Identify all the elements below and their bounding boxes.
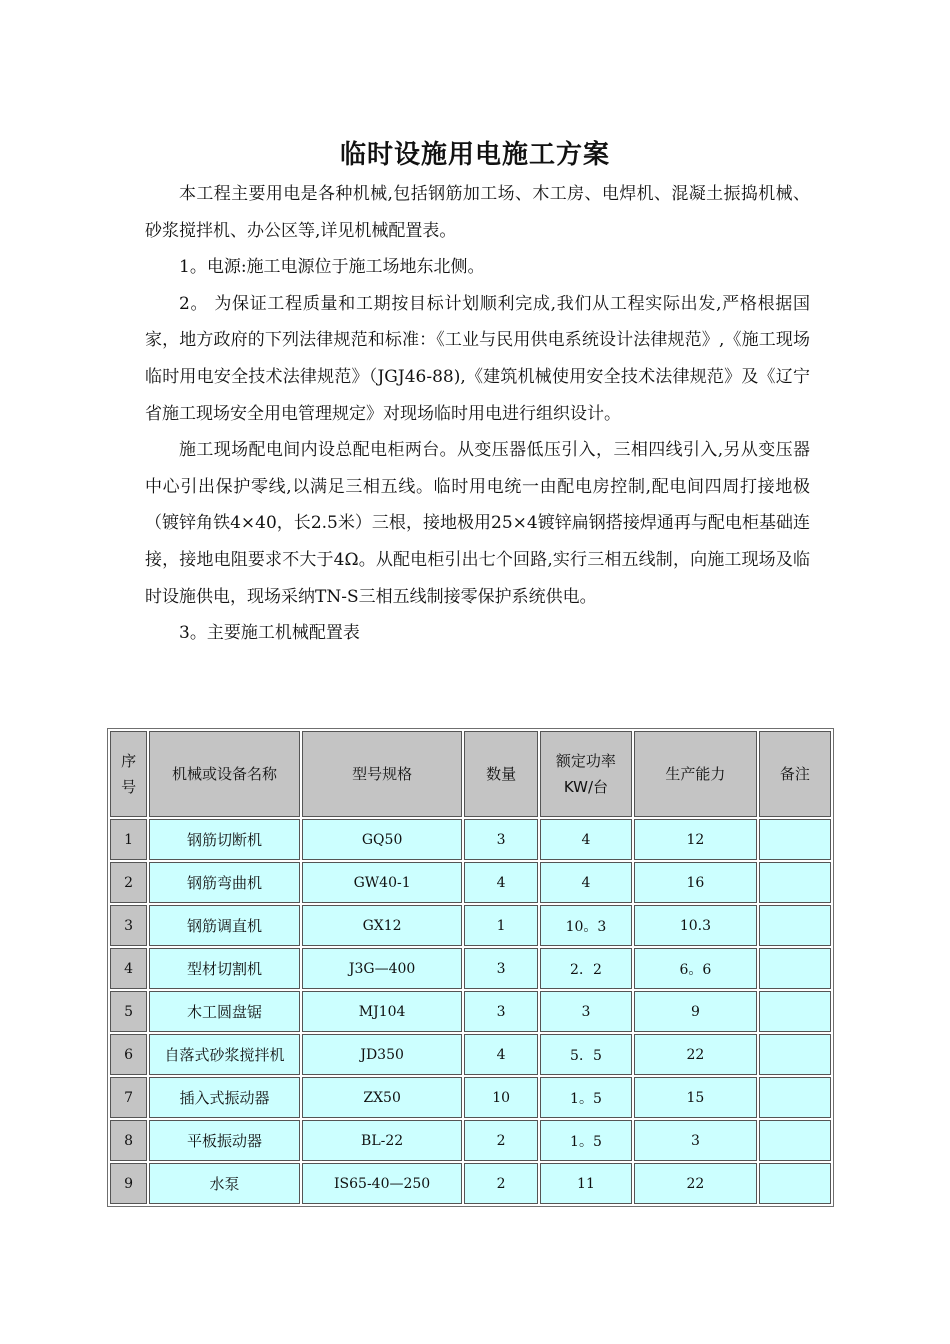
table-row	[110, 1077, 831, 1118]
cell-name: 钢筋弯曲机	[149, 862, 300, 903]
cell-model: ZX50	[302, 1077, 463, 1118]
table-row	[110, 948, 831, 989]
table-caption: 3。主要施工机械配置表	[179, 623, 360, 644]
header-name: 机械或设备名称	[149, 731, 300, 817]
cell-name: 插入式振动器	[149, 1077, 300, 1118]
cell-quantity: 3	[464, 991, 537, 1032]
paragraph-regulations: 2。 为保证工程质量和工期按目标计划顺利完成,我们从工程实际出发,严格根据国家，地方政府的下列法律规范和标准：《工业与民用供电系统设计法律规范》,《施工现场临时用电安全技术法律规范》（JGJ46-88),《建筑机械使用安全技术法律规范》及《辽宁省施工现场安全用电管理规定》对现场临时用电进行组织设计。	[145, 293, 810, 424]
header-index: 序号	[110, 731, 147, 817]
cell-model: GX12	[302, 905, 463, 946]
machinery-table-container	[107, 728, 834, 1207]
cell-quantity: 1	[464, 905, 537, 946]
cell-rated-power: 4	[540, 819, 632, 860]
table-row	[110, 862, 831, 903]
cell-index: 4	[110, 948, 147, 989]
cell-model: J3G—400	[302, 948, 463, 989]
cell-capacity: 6。6	[634, 948, 757, 989]
cell-quantity: 2	[464, 1163, 537, 1204]
body-text	[145, 176, 810, 652]
cell-capacity: 22	[634, 1163, 757, 1204]
cell-name: 钢筋切断机	[149, 819, 300, 860]
cell-index: 3	[110, 905, 147, 946]
table-row	[110, 1163, 831, 1204]
cell-model: IS65-40—250	[302, 1163, 463, 1204]
cell-capacity: 3	[634, 1120, 757, 1161]
cell-quantity: 4	[464, 1034, 537, 1075]
cell-rated-power: 3	[540, 991, 632, 1032]
cell-quantity: 10	[464, 1077, 537, 1118]
cell-name: 钢筋调直机	[149, 905, 300, 946]
cell-remark	[759, 991, 831, 1032]
cell-model: GW40-1	[302, 862, 463, 903]
paragraph-overview: 本工程主要用电是各种机械,包括钢筋加工场、木工房、电焊机、混凝土振捣机械、砂浆搅拌机、办公区等,详见机械配置表。	[145, 184, 810, 241]
cell-name: 自落式砂浆搅拌机	[149, 1034, 300, 1075]
cell-index: 7	[110, 1077, 147, 1118]
machinery-table	[107, 728, 834, 1207]
cell-name: 木工圆盘锯	[149, 991, 300, 1032]
table-row	[110, 1034, 831, 1075]
cell-capacity: 16	[634, 862, 757, 903]
table-header-row	[110, 731, 831, 817]
cell-index: 6	[110, 1034, 147, 1075]
cell-capacity: 10.3	[634, 905, 757, 946]
cell-remark	[759, 862, 831, 903]
cell-remark	[759, 905, 831, 946]
cell-capacity: 22	[634, 1034, 757, 1075]
cell-name: 平板振动器	[149, 1120, 300, 1161]
cell-quantity: 3	[464, 948, 537, 989]
cell-rated-power: 1。5	[540, 1077, 632, 1118]
cell-remark	[759, 1163, 831, 1204]
table-row	[110, 1120, 831, 1161]
cell-model: MJ104	[302, 991, 463, 1032]
cell-name: 型材切割机	[149, 948, 300, 989]
header-remark: 备注	[759, 731, 831, 817]
cell-rated-power: 11	[540, 1163, 632, 1204]
paragraph-distribution: 施工现场配电间内设总配电柜两台。从变压器低压引入，三相四线引入,另从变压器中心引出保护零线,以满足三相五线。临时用电统一由配电房控制,配电间四周打接地极（镀锌角铁4×40，长2.5米）三根，接地极用25×4镀锌扁钢搭接焊通再与配电柜基础连接，接地电阻要求不大于4Ω。从配电柜引出七个回路,实行三相五线制，向施工现场及临时设施供电，现场采纳TN-S三相五线制接零保护系统供电。	[145, 440, 810, 607]
cell-rated-power: 1。5	[540, 1120, 632, 1161]
cell-name: 水泵	[149, 1163, 300, 1204]
cell-capacity: 12	[634, 819, 757, 860]
cell-model: JD350	[302, 1034, 463, 1075]
header-rated-power: 额定功率KW/台	[540, 731, 632, 817]
cell-rated-power: 10。3	[540, 905, 632, 946]
cell-remark	[759, 948, 831, 989]
cell-model: GQ50	[302, 819, 463, 860]
header-model: 型号规格	[302, 731, 463, 817]
cell-index: 2	[110, 862, 147, 903]
table-row	[110, 819, 831, 860]
cell-rated-power: 5．5	[540, 1034, 632, 1075]
cell-quantity: 2	[464, 1120, 537, 1161]
paragraph-power-source: 1。电源:施工电源位于施工场地东北侧。	[179, 257, 485, 278]
cell-remark	[759, 819, 831, 860]
header-quantity: 数量	[464, 731, 537, 817]
cell-index: 9	[110, 1163, 147, 1204]
cell-remark	[759, 1077, 831, 1118]
cell-remark	[759, 1120, 831, 1161]
page-title: 临时设施用电施工方案	[339, 140, 610, 170]
cell-quantity: 4	[464, 862, 537, 903]
cell-index: 1	[110, 819, 147, 860]
cell-rated-power: 4	[540, 862, 632, 903]
cell-capacity: 9	[634, 991, 757, 1032]
cell-model: BL-22	[302, 1120, 463, 1161]
table-row	[110, 991, 831, 1032]
cell-capacity: 15	[634, 1077, 757, 1118]
cell-index: 5	[110, 991, 147, 1032]
table-row	[110, 905, 831, 946]
cell-quantity: 3	[464, 819, 537, 860]
cell-rated-power: 2．2	[540, 948, 632, 989]
cell-index: 8	[110, 1120, 147, 1161]
cell-remark	[759, 1034, 831, 1075]
header-capacity: 生产能力	[634, 731, 757, 817]
